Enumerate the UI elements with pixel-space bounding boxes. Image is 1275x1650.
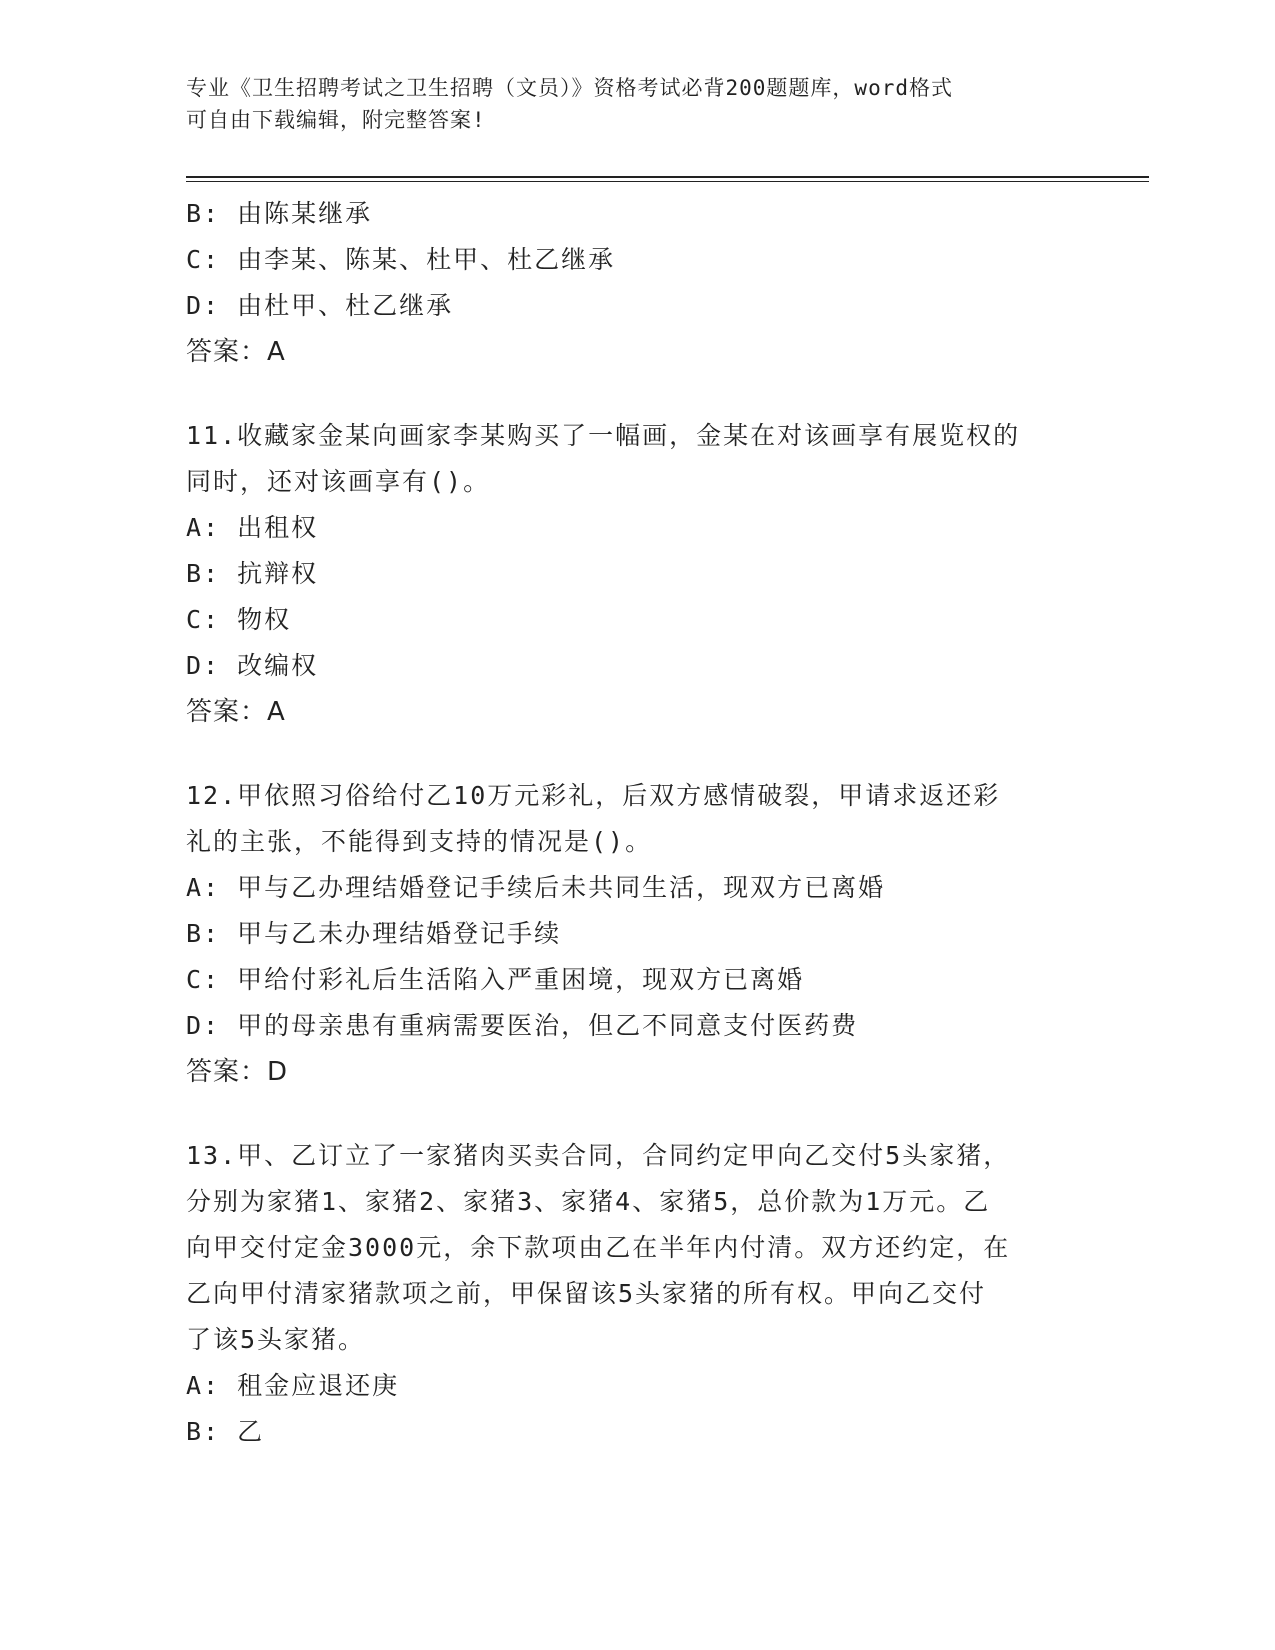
question-text-line: 分别为家猪1、家猪2、家猪3、家猪4、家猪5，总价款为1万元。乙 [186, 1187, 991, 1216]
header-divider [186, 176, 1149, 182]
spacer [186, 375, 1086, 413]
option-c: C: 物权 [186, 605, 292, 634]
option-b: B: 乙 [186, 1417, 265, 1446]
question-text-line: 向甲交付定金3000元，余下款项由乙在半年内付清。双方还约定，在 [186, 1233, 1011, 1262]
option-a: A: 甲与乙办理结婚登记手续后未共同生活，现双方已离婚 [186, 873, 886, 902]
header-title-line-2: 可自由下载编辑，附完整答案! [186, 108, 486, 132]
option-a: A: 出租权 [186, 513, 319, 542]
question-text-line: 乙向甲付清家猪款项之前，甲保留该5头家猪的所有权。甲向乙交付 [186, 1279, 987, 1308]
option-b: B: 抗辩权 [186, 559, 319, 588]
spacer [186, 735, 1086, 773]
question-text-line: 13.甲、乙订立了一家猪肉买卖合同，合同约定甲向乙交付5头家猪， [186, 1141, 1011, 1170]
question-11 [186, 413, 1086, 735]
option-b: B: 甲与乙未办理结婚登记手续 [186, 919, 562, 948]
answer-line: 答案：A [186, 337, 286, 367]
option-a: A: 租金应退还庚 [186, 1371, 400, 1400]
question-text-line: 了该5头家猪。 [186, 1325, 366, 1354]
option-d: D: 改编权 [186, 651, 319, 680]
question-text-line: 礼的主张，不能得到支持的情况是()。 [186, 827, 653, 856]
document-header [186, 72, 1066, 136]
answer-line: 答案：D [186, 1057, 289, 1087]
spacer [186, 1095, 1086, 1133]
question-text-line: 11.收藏家金某向画家李某购买了一幅画，金某在对该画享有展览权的 [186, 421, 1021, 450]
option-c: C: 由李某、陈某、杜甲、杜乙继承 [186, 245, 616, 274]
option-d: D: 由杜甲、杜乙继承 [186, 291, 454, 320]
question-13 [186, 1133, 1086, 1455]
option-b: B: 由陈某继承 [186, 199, 373, 228]
question-carryover [186, 191, 1086, 375]
question-12 [186, 773, 1086, 1095]
option-c: C: 甲给付彩礼后生活陷入严重困境，现双方已离婚 [186, 965, 805, 994]
answer-line: 答案：A [186, 697, 286, 727]
document-body [186, 191, 1086, 1455]
header-title-line-1: 专业《卫生招聘考试之卫生招聘（文员）》资格考试必背200题题库，word格式 [186, 76, 953, 100]
option-d: D: 甲的母亲患有重病需要医治，但乙不同意支付医药费 [186, 1011, 859, 1040]
question-text-line: 12.甲依照习俗给付乙10万元彩礼，后双方感情破裂，甲请求返还彩 [186, 781, 1001, 810]
question-text-line: 同时，还对该画享有()。 [186, 467, 491, 496]
